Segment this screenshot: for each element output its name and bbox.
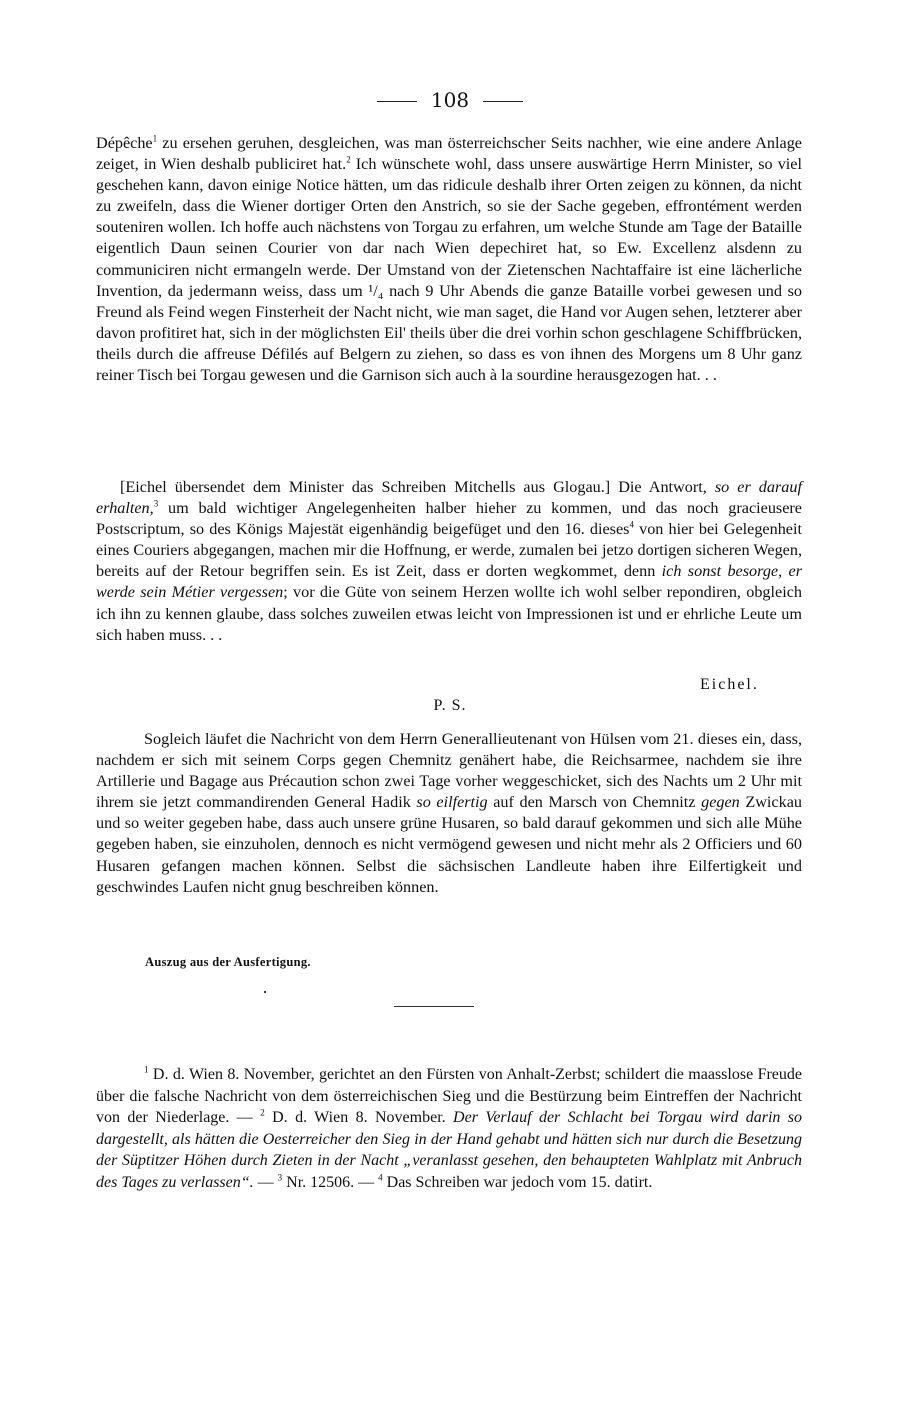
text-run: um bald wichtiger Angelegenheiten halber hieher zu kommen, und das noch gracieusere Postscriptum, so des Königs Majestät eigenhändig beigefüget und den 16. dieses [96, 499, 802, 539]
header-rule-left [377, 101, 417, 102]
stray-dot [264, 991, 266, 993]
ps-heading: P. S. [433, 697, 467, 714]
footnote-3: Nr. 12506. — [282, 1173, 379, 1191]
footnote-1: D. d. Wien 8. November, gerichtet an den Fürsten von Anhalt-Zerbst; schildert die maasslose Freude über die falsche Nachricht von dem österreichischen Sieg und die Bestürzung beim Eintreffen der Nachricht von der Niederlage. — [96, 1066, 802, 1126]
text-run: auf den Marsch von Chemnitz [487, 793, 702, 812]
footnote-4: Das Schreiben war jedoch vom 15. datirt. [382, 1173, 653, 1191]
text-run: Sogleich läufet die Nachricht von dem Herrn Generallieutenant von Hülsen vom 21. dieses ein, dass, nachdem er sich mit seinem Corps gegen Chemnitz genähert habe, die Reichsarmee, nachdem sie ihre Artillerie und Bagage aus Précaution schon zwei Tage vorher weggeschicket, sich des Nachts um 2 Uhr mit ihrem sie jetzt commandirenden General Hadik [96, 730, 802, 812]
footnote-marker-1: 1 [144, 1064, 149, 1075]
text-run: von hier bei Gelegenheit eines Couriers abgegangen, machen mir die Hoffnung, er werde, zumalen bei jetzo dortigen sicheren Wegen, bereits auf der Retour begriffen sein. Es ist Zeit, dass er dorten wegkommet, denn [96, 520, 802, 581]
footnote-marker-4: 4 [378, 1172, 383, 1183]
footnote-ref-2: 2 [346, 154, 351, 165]
source-note: Auszug aus der Ausfertigung. [145, 955, 311, 969]
paragraph-ps [96, 729, 802, 898]
footnote-divider [394, 1006, 474, 1007]
footnote-2-italic: Der Verlauf der Schlacht bei Torgau wird darin so dargestellt, als hätten die Oesterreicher den Sieg in der Hand gehabt und hätten sich nur durch die Besetzung der Süptitzer Höhen durch Zieten in der Nacht „veranlasst gesehen, den behaupteten Wahlplatz mit Anbruch des Tages zu verlassen“. [96, 1109, 803, 1191]
page-header [0, 88, 900, 112]
footnote-ref-3: 3 [153, 498, 159, 509]
footnote-2: D. d. Wien 8. November. [264, 1109, 454, 1126]
footnote-ref-4: 4 [629, 519, 634, 530]
text-run: Zwickau und so weiter gegeben habe, dass auch unsere grüne Husaren, so bald darauf gekommen und sich alle Mühe gegeben haben, sie einzuholen, dennoch es nicht vermögend gewesen und nicht mehr als 2 Officiers und 60 Husaren gefangen machen können. Selbst die sächsischen Landleute haben ihre Eilfertigkeit und geschwindes Laufen nicht gnug beschreiben können. [96, 793, 802, 896]
footnote-marker-2: 2 [260, 1107, 265, 1118]
paragraph-2 [96, 477, 802, 646]
text-run: [Eichel übersendet dem Minister das Schreiben Mitchells aus Glogau.] Die Antwort, [120, 478, 715, 496]
footnote-marker-3: 3 [277, 1172, 283, 1183]
italic-run: ich sonst besorge, er werde sein Métier vergessen [96, 562, 802, 602]
footnotes [96, 1064, 802, 1193]
text-run: ; vor die Güte von seinem Herzen wollte ich wohl selber repondiren, obgleich ich ihn zu kennen glaube, dass solches zuweilen etwas leicht von Impressionen ist und er ehrliche Leute um sich haben muss. . . [96, 583, 802, 644]
page-number: 108 [430, 88, 470, 112]
text-run: Ich wünschete wohl, dass unsere auswärtige Herrn Minister, so viel geschehen kann, davon einige Notice hätten, um das ridicule deshalb ihrer Orten zeigen zu können, da nicht zu zweifeln, dass die Wiener dortiger Orten den Anstrich, so sie der Sache gegeben, effrontément werden souteniren wollen. Ich hoffe auch nächstens von Torgau zu erfahren, um welche Stunde am Tage der Bataille eigentlich Daun seinen Courier von dar nach Wien depechiret hat, so Ew. Excellenz alsdenn zu communiciren nicht ermangeln werde. Der Umstand von der Zietenschen Nachtaffaire ist eine lächerliche Invention, da jedermann weiss, dass um ¹/₄ nach 9 Uhr Abends die ganze Bataille vorbei gewesen und so Freund als Feind wegen Finsterheit der Nacht nicht, wie man saget, die Hand vor Augen sehen, letzterer aber davon profitiret hat, sich in der möglichsten Eil' theils über die drei vorhin schon geschlagene Schiffbrücken, theils durch die affreuse Défilés auf Belgern zu ziehen, so dass es von ihnen des Morgens um 8 Uhr ganz reiner Tisch bei Torgau gewesen und die Garnison sich auch à la sourdine herausgezogen hat. . . [96, 155, 802, 385]
footnote-ref-1: 1 [152, 133, 158, 144]
signature: Eichel. [700, 676, 759, 693]
footnote-separator: — [253, 1173, 278, 1191]
header-rule-right [483, 101, 523, 102]
italic-run: gegen [701, 793, 740, 812]
paragraph-1 [96, 133, 802, 386]
text-run: zu ersehen geruhen, desgleichen, was man österreichscher Seits nachher, wie eine andere Anlage zeiget, in Wien deshalb publiciret hat. [96, 134, 802, 174]
italic-run: so er darauf erhalten, [96, 478, 802, 518]
italic-run: so eilfertig [416, 793, 488, 812]
text-run: Dépêche [96, 134, 153, 152]
